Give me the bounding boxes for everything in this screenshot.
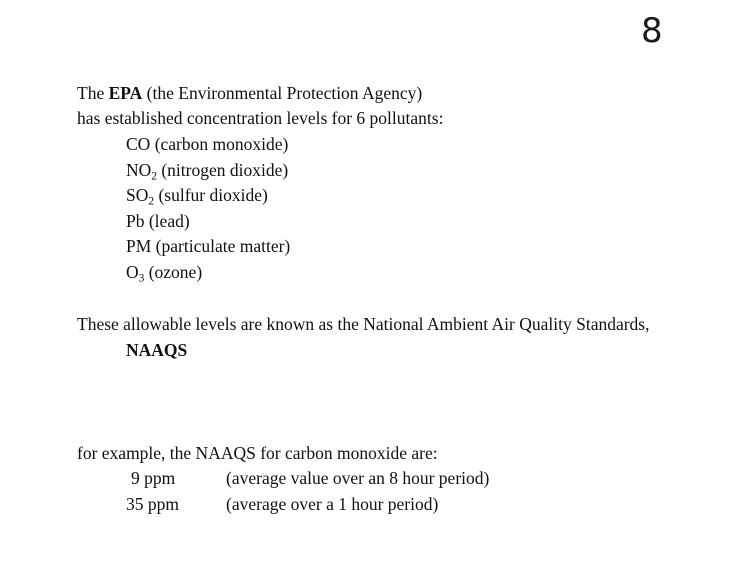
pollutant-subscript: 2 [148, 195, 155, 208]
pollutant-symbol: PM [126, 236, 152, 256]
pollutant-name: (nitrogen dioxide) [156, 160, 289, 180]
pollutant-symbol: O [126, 262, 139, 282]
standard-amount: 9 ppm [131, 468, 176, 488]
pollutant-name: (ozone) [144, 262, 203, 282]
agency-full-name: (the Environmental Protection Agency) [142, 83, 423, 103]
intro-line-1 [77, 83, 422, 103]
pollutant-item [126, 134, 288, 154]
pollutant-name: (carbon monoxide) [150, 134, 289, 154]
pollutant-item [126, 211, 190, 231]
standard-amount: 35 ppm [126, 494, 179, 514]
pollutant-symbol: CO [126, 134, 151, 154]
pollutant-symbol: SO [126, 185, 149, 205]
pollutant-subscript: 3 [138, 272, 145, 285]
pollutant-symbol: NO [126, 160, 152, 180]
standard-description: (average over a 1 hour period) [226, 494, 439, 514]
pollutant-name: (sulfur dioxide) [154, 185, 268, 205]
intro-prefix: The [77, 83, 109, 103]
standard-description: (average value over an 8 hour period) [226, 468, 490, 488]
pollutant-name: (particulate matter) [151, 236, 291, 256]
standards-acronym: NAAQS [126, 340, 188, 360]
pollutant-item [126, 185, 268, 208]
pollutant-item [126, 160, 289, 183]
example-intro: for example, the NAAQS for carbon monoxide are: [77, 443, 438, 463]
pollutant-item [126, 262, 203, 285]
page-number: 8 [641, 11, 663, 51]
agency-abbreviation: EPA [108, 83, 143, 103]
pollutant-symbol: Pb [126, 211, 145, 231]
pollutant-name: (lead) [144, 211, 190, 231]
standards-sentence: These allowable levels are known as the National Ambient Air Quality Standards, [77, 314, 650, 334]
intro-line-2: has established concentration levels for 6 pollutants: [77, 108, 444, 128]
pollutant-item [126, 236, 290, 256]
pollutant-subscript: 2 [151, 170, 157, 183]
